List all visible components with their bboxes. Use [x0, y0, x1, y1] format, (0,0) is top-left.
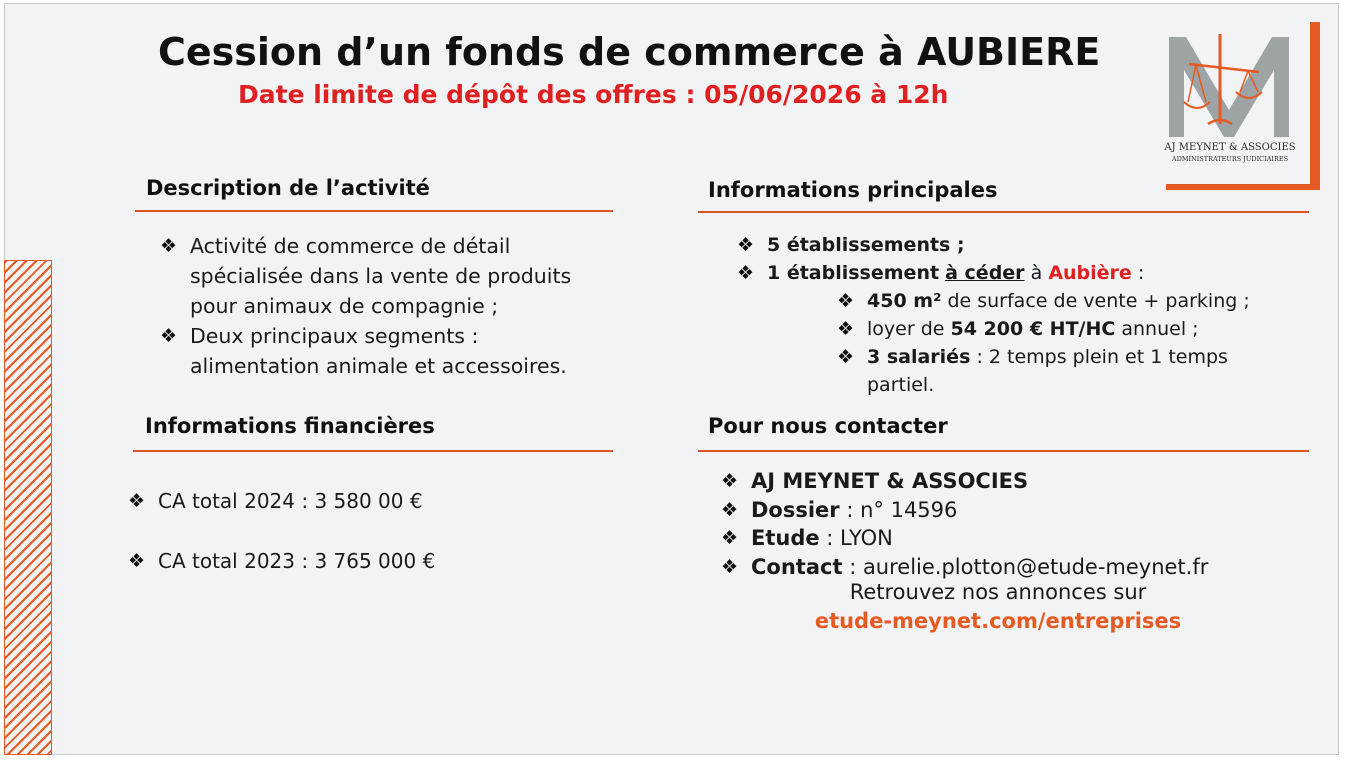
scales-of-justice-m-logo-icon — [1164, 32, 1294, 142]
listings-link[interactable]: etude-meynet.com/entreprises — [814, 609, 1182, 633]
bullet-diamond-icon: ❖ — [721, 470, 739, 492]
list-item: ❖ Dossier : n° 14596 — [721, 496, 1321, 525]
bullet-diamond-icon: ❖ — [737, 262, 755, 284]
logo-frame-bottom — [1166, 184, 1320, 190]
more-listings-text: Retrouvez nos annonces sur — [849, 580, 1147, 604]
list-item: ❖ CA total 2023 : 3 765 000 € — [128, 546, 588, 576]
financial-rule — [133, 450, 613, 452]
decorative-stripes — [4, 260, 52, 755]
description-rule — [135, 210, 613, 212]
contact-rule — [698, 450, 1309, 452]
contact-heading: Pour nous contacter — [708, 414, 948, 438]
list-item: ❖ CA total 2024 : 3 580 00 € — [128, 486, 588, 516]
bullet-diamond-icon: ❖ — [721, 498, 739, 521]
list-item: ❖ Contact : aurelie.plotton@etude-meynet.fr — [721, 553, 1321, 582]
bullet-diamond-icon: ❖ — [837, 290, 855, 312]
deadline-text: Date limite de dépôt des offres : 05/06/2026 à 12h — [238, 80, 949, 109]
bullet-diamond-icon: ❖ — [128, 550, 146, 572]
list-item: ❖ AJ MEYNET & ASSOCIES — [721, 467, 1321, 496]
company-logo — [1160, 22, 1320, 190]
bullet-diamond-icon: ❖ — [737, 234, 755, 256]
list-item: ❖ Deux principaux segments : alimentation animale et accessoires. — [160, 321, 620, 381]
description-list — [160, 231, 620, 381]
list-item: ❖ 3 salariés : 2 temps plein et 1 temps partiel. — [837, 343, 1317, 399]
contact-email: : aurelie.plotton@etude-meynet.fr — [849, 554, 1209, 579]
financial-list — [128, 486, 588, 576]
main-info-heading: Informations principales — [708, 178, 998, 202]
list-item: ❖ Activité de commerce de détail spécialisée dans la vente de produits pour animaux de compagnie ; — [160, 231, 620, 321]
list-item: ❖ Etude : LYON — [721, 524, 1321, 553]
list-item: ❖ loyer de 54 200 € HT/HC annuel ; — [837, 315, 1317, 343]
bullet-diamond-icon: ❖ — [160, 235, 178, 257]
main-info-list — [737, 231, 1317, 399]
bullet-diamond-icon: ❖ — [128, 490, 146, 512]
bullet-diamond-icon: ❖ — [721, 527, 739, 549]
bullet-diamond-icon: ❖ — [721, 555, 739, 578]
main-info-rule — [698, 211, 1309, 213]
financial-heading: Informations financières — [145, 414, 435, 438]
list-item: ❖ 450 m² de surface de vente + parking ; — [837, 287, 1317, 315]
contact-list — [721, 467, 1321, 581]
logo-brand-name: AJ MEYNET & ASSOCIES — [1164, 142, 1296, 153]
bullet-diamond-icon: ❖ — [160, 325, 178, 347]
bullet-diamond-icon: ❖ — [837, 318, 855, 340]
description-heading: Description de l’activité — [146, 176, 430, 200]
list-item: ❖ 5 établissements ; — [737, 231, 1317, 259]
list-item: ❖ 1 établissement à céder à Aubière : — [737, 259, 1317, 287]
logo-frame-right — [1310, 22, 1320, 188]
page-title: Cession d’un fonds de commerce à AUBIERE — [158, 30, 1101, 74]
logo-brand-subtitle: ADMINISTRATEURS JUDICIAIRES — [1171, 155, 1289, 163]
bullet-diamond-icon: ❖ — [837, 346, 855, 368]
